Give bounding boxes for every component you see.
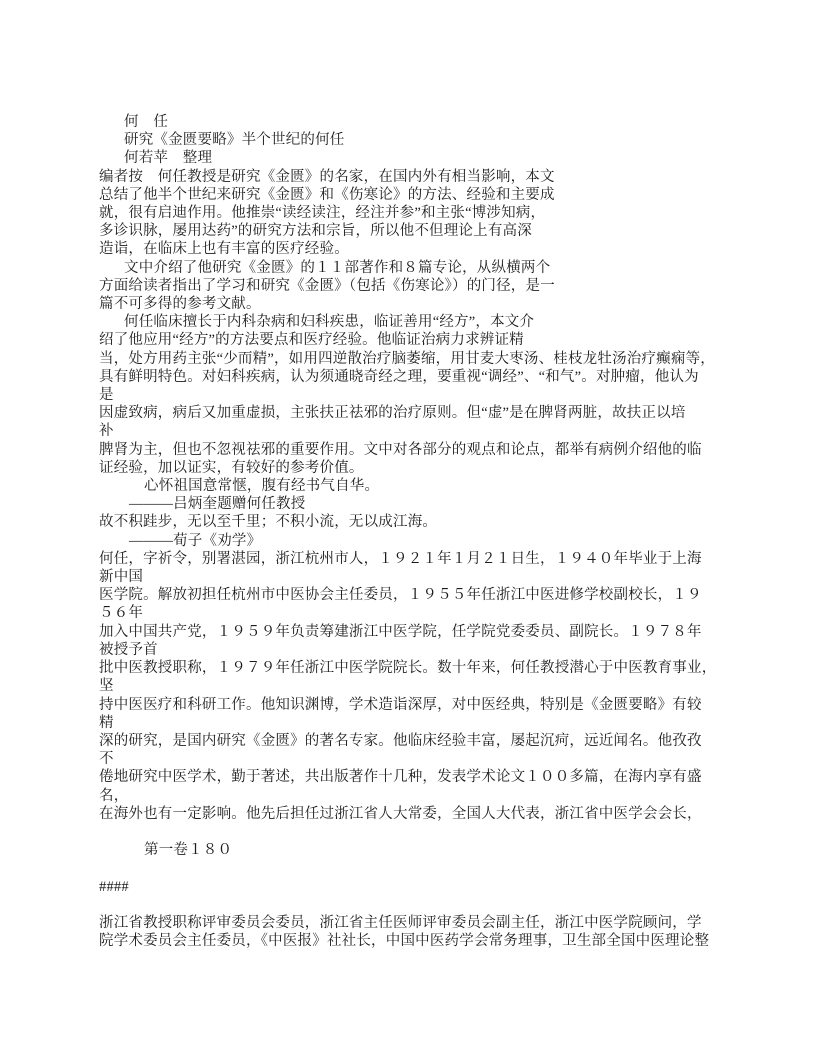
document-text xyxy=(99,113,809,950)
text-line: 何若苹 整理 xyxy=(124,150,213,167)
text-line: ———荀子《劝学》 xyxy=(129,532,262,549)
text-line: 新中国 xyxy=(99,569,144,586)
text-line xyxy=(99,823,809,841)
text-line: 倦地研究中医学术，勤于著述，共出版著作十几种，发表学术论文１００多篇，在海内享有盛 xyxy=(99,769,702,786)
text-line: 研究《金匮要略》半个世纪的何任 xyxy=(124,132,345,149)
text-line: 多诊识脉，屡用达药”的研究方法和宗旨，所以他不但理论上有高深 xyxy=(99,223,532,240)
text-line: 何任，字祈令，别署湛园，浙江杭州市人，１９２１年１月２１日生，１９４０年毕业于上海 xyxy=(99,550,702,567)
text-line: 被授予首 xyxy=(99,641,158,658)
text-line: 当，处方用药主张“少而精”，如用四逆散治疗脑萎缩，用甘麦大枣汤、桂枝龙牡汤治疗癫痫等， xyxy=(99,350,715,367)
text-line: 深的研究，是国内研究《金匮》的著名专家。他临床经验丰富，屡起沉疴，远近闻名。他孜孜 xyxy=(99,732,702,749)
text-line xyxy=(99,859,809,877)
text-line: 第一卷１８０ xyxy=(144,842,233,859)
text-line: 因虚致病，病后又加重虚损，主张扶正祛邪的治疗原则。但“虚”是在脾肾两脏，故扶正以培 xyxy=(99,405,686,422)
text-line: 脾肾为主，但也不忽视祛邪的重要作用。文中对各部分的观点和论点，都举有病例介绍他的临 xyxy=(99,441,702,458)
text-line: 是 xyxy=(99,387,114,404)
text-line: ———吕炳奎题赠何任教授 xyxy=(129,496,306,513)
text-line: 造诣，在临床上也有丰富的医疗经验。 xyxy=(99,241,349,258)
text-line: 院学术委员会主任委员，《中医报》社社长，中国中医药学会常务理事，卫生部全国中医理论整 xyxy=(99,933,710,950)
text-line: 具有鲜明特色。对妇科疾病，认为须通晓奇经之理，要重视“调经”、“和气”。对肿瘤，他认为 xyxy=(99,368,699,385)
text-line: 证经验，加以证实，有较好的参考价值。 xyxy=(99,459,364,476)
text-line: 篇不可多得的参考文献。 xyxy=(99,296,261,313)
text-line: 加入中国共产党，１９５９年负责筹建浙江中医学院，任学院党委委员、副院长。１９７８年 xyxy=(99,623,702,640)
text-line: 不 xyxy=(99,751,114,768)
text-line: 名， xyxy=(99,787,129,804)
text-line: 浙江省教授职称评审委员会委员，浙江省主任医师评审委员会副主任，浙江中医学院顾问，学 xyxy=(99,914,702,931)
text-line: 方面给读者指出了学习和研究《金匮》（包括《伤寒论》）的门径，是一 xyxy=(99,277,555,294)
text-line: 精 xyxy=(99,714,114,731)
text-line: 持中医医疗和科研工作。他知识渊博，学术造诣深厚，对中医经典，特别是《金匮要略》有较 xyxy=(99,696,702,713)
text-line: 绍了他应用“经方”的方法要点和医疗经验。他临证治病力求辨证精 xyxy=(99,332,524,349)
text-line: 在海外也有一定影响。他先后担任过浙江省人大常委，全国人大代表，浙江省中医学会会长， xyxy=(99,805,702,822)
text-line: 编者按 何任教授是研究《金匮》的名家，在国内外有相当影响，本文 xyxy=(99,168,555,185)
text-line: ５６年 xyxy=(99,605,144,622)
text-line: 何任临床擅长于内科杂病和妇科疾患，临证善用“经方”，本文介 xyxy=(124,314,535,331)
text-line: 就，很有启迪作用。他推崇“读经读注，经注并参”和主张“博涉知病， xyxy=(99,205,546,222)
text-line: 文中介绍了他研究《金匮》的１１部著作和８篇专论，从纵横两个 xyxy=(124,259,551,276)
text-line: 医学院。解放初担任杭州市中医协会主任委员，１９５５年任浙江中医进修学校副校长，１９ xyxy=(99,587,702,604)
text-line: 坚 xyxy=(99,678,114,695)
text-line: 补 xyxy=(99,423,114,440)
text-line: 批中医教授职称，１９７９年任浙江中医学院院长。数十年来，何任教授潜心于中医教育事业， xyxy=(99,660,717,677)
text-line: 心怀祖国意常惬，腹有经书气自华。 xyxy=(144,478,380,495)
text-line: 总结了他半个世纪来研究《金匮》和《伤寒论》的方法、经验和主要成 xyxy=(99,186,555,203)
text-line: #### xyxy=(99,878,129,895)
text-line: 何 任 xyxy=(124,114,169,130)
text-line xyxy=(99,896,809,914)
text-line: 故不积跬步，无以至千里；不积小流，无以成江海。 xyxy=(99,514,438,531)
